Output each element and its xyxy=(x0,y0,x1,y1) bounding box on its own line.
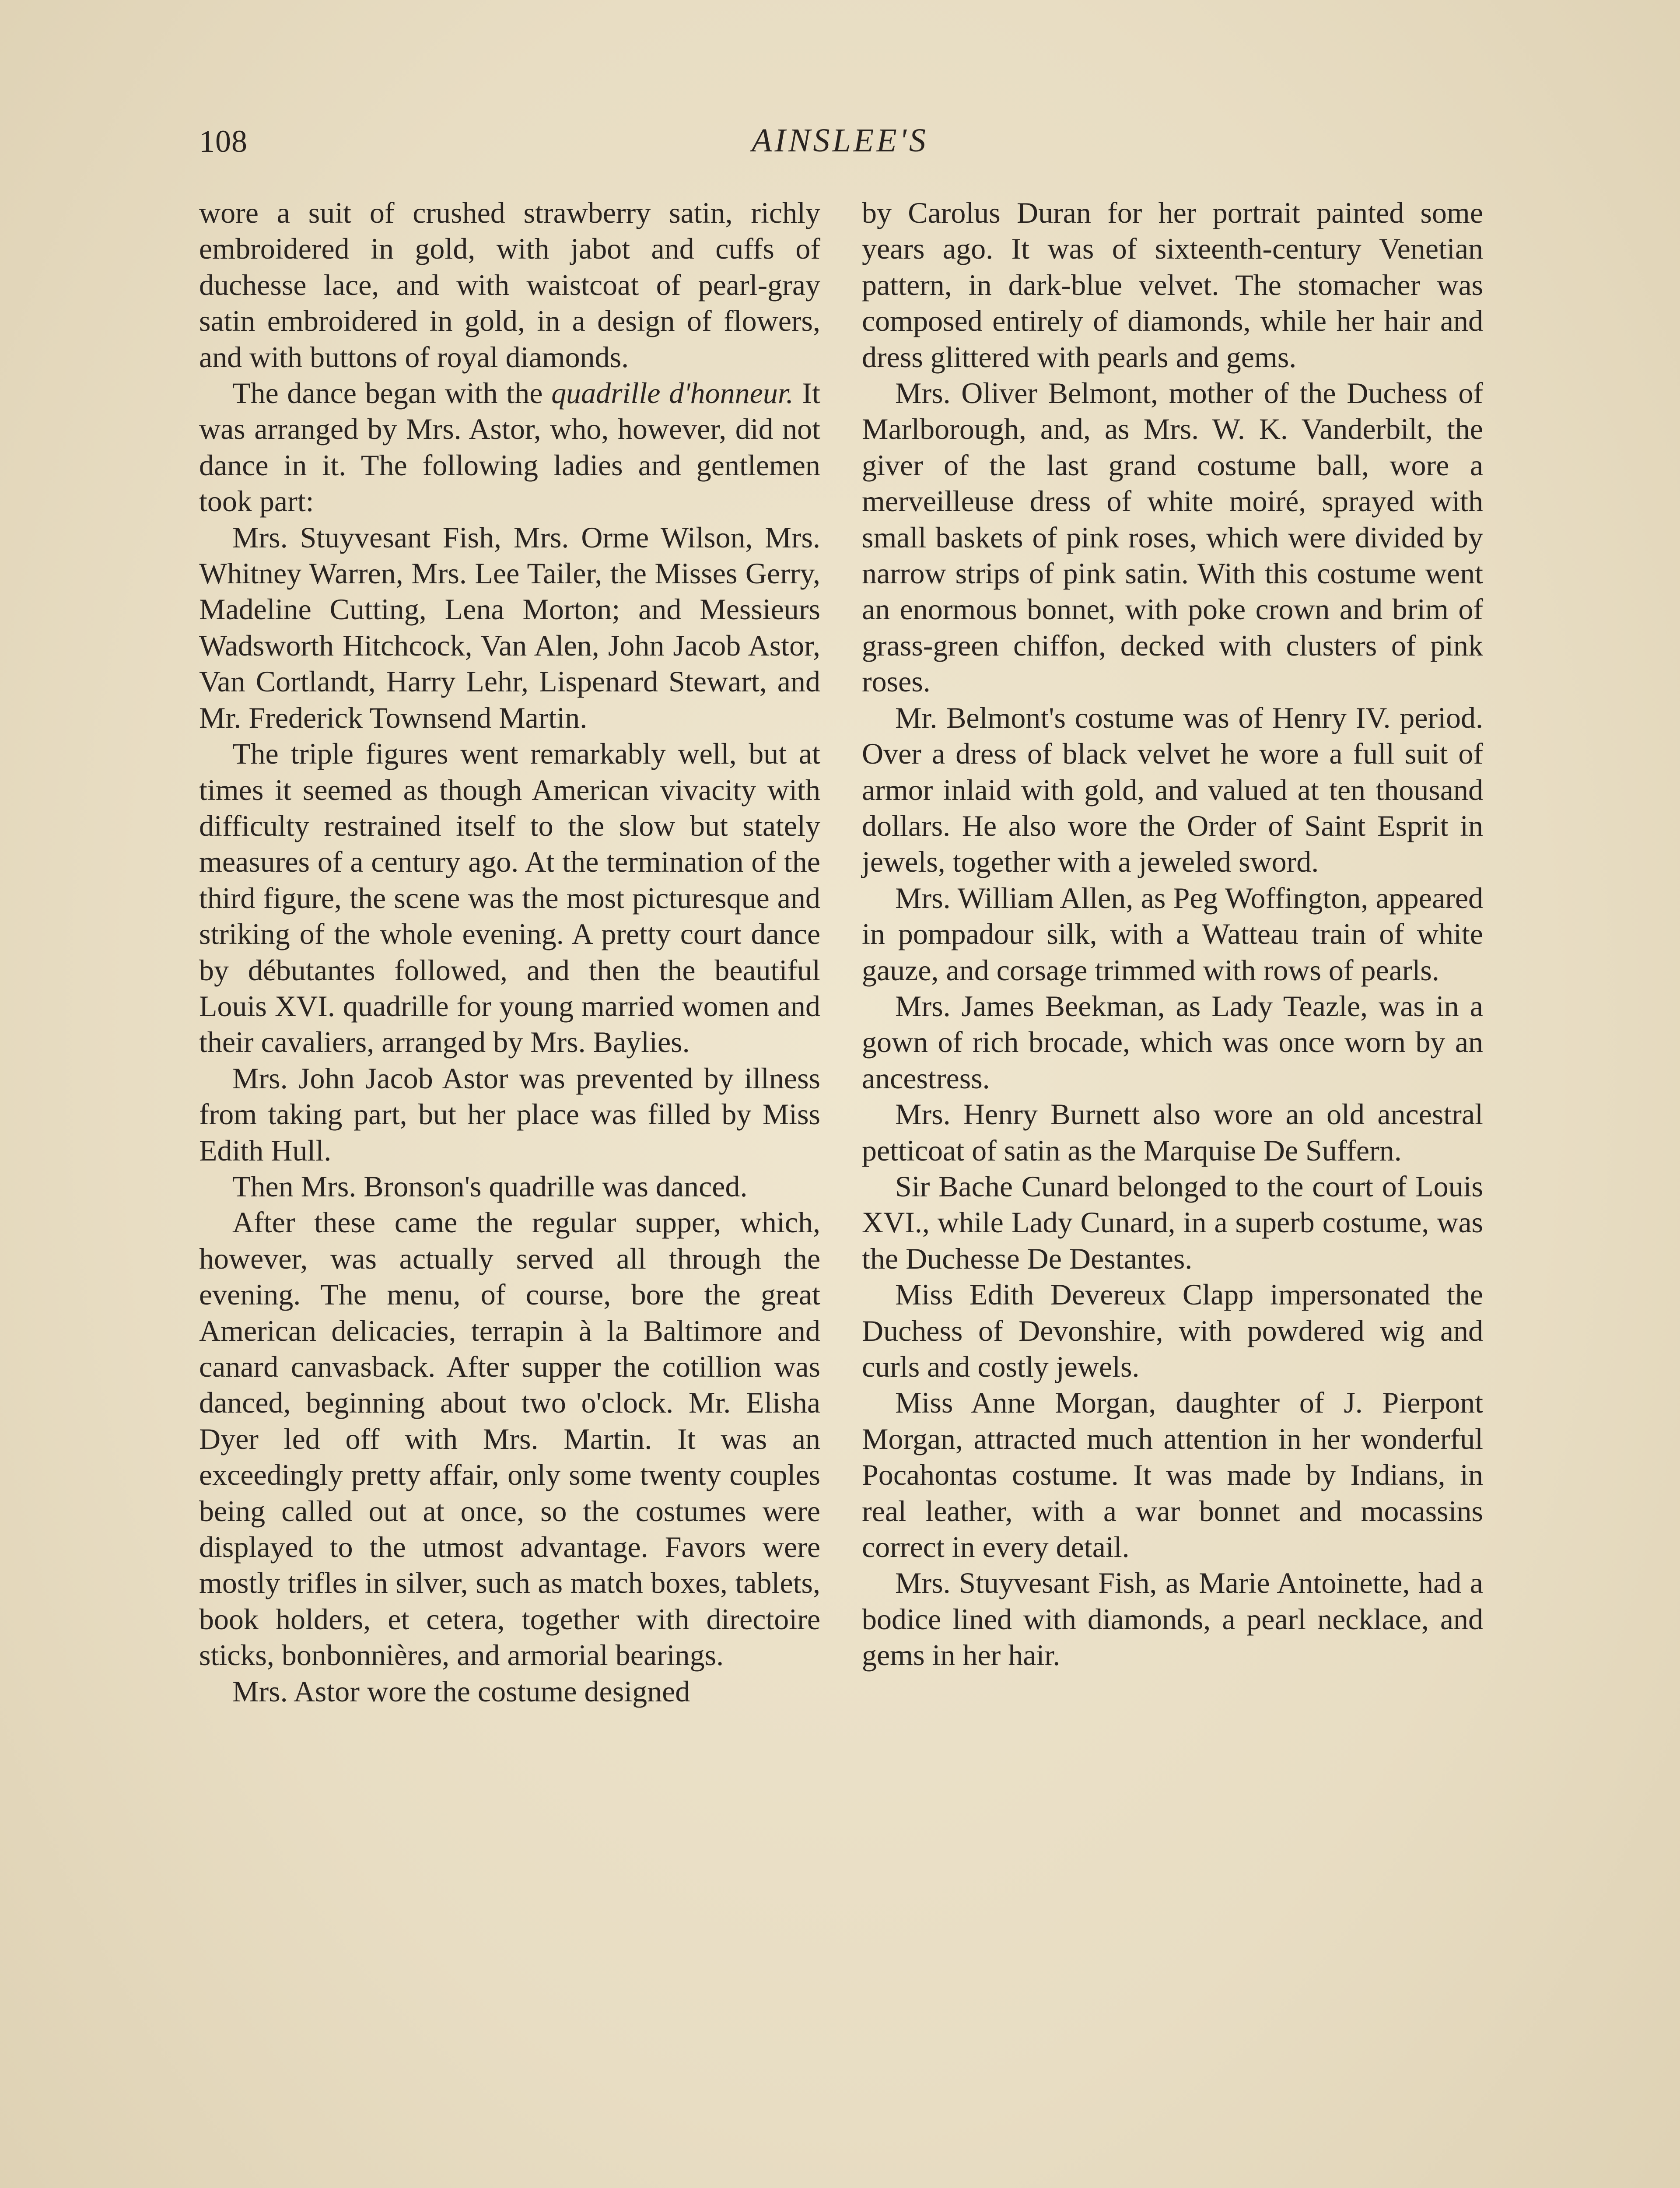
paragraph: Mrs. Henry Burnett also wore an old ancestral petticoat of satin as the Marquise De Suffern. xyxy=(862,1098,1483,1167)
paragraph: Sir Bache Cunard belonged to the court of Louis XVI., while Lady Cunard, in a superb costume, was the Duchesse De Destantes. xyxy=(862,1169,1483,1275)
paragraph: by Carolus Duran for her portrait painted some years ago. It was of sixteenth-century Venetian pattern, in dark-blue velvet. The stomacher was composed entirely of diamonds, while her hair and dress glittered with pearls and gems. xyxy=(862,196,1483,374)
paragraph: Mrs. Stuyvesant Fish, as Marie Antoinette, had a bodice lined with diamonds, a pearl necklace, and gems in her hair. xyxy=(862,1566,1483,1672)
paragraph: After these came the regular supper, which, however, was actually served all through the evening. The menu, of course, bore the great American delicacies, terrapin à la Baltimore and canard canvasback. After supper the cotillion was danced, beginning about two o'clock. Mr. Elisha Dyer led off with Mrs. Martin. It was an exceedingly pretty affair, only some twenty couples being called out at once, so the costumes were displayed to the utmost advantage. Favors were mostly trifles in silver, such as match boxes, tablets, book holders, et cetera, together with directoire sticks, bonbonnières, and armorial bearings. xyxy=(199,1206,820,1672)
paragraph: wore a suit of crushed strawberry satin, richly embroidered in gold, with jabot and cuffs of duchesse lace, and with waistcoat of pearl-gray satin embroidered in gold, in a design of flowers, and with buttons of royal diamonds. xyxy=(199,196,820,374)
paragraph: Mrs. Stuyvesant Fish, Mrs. Orme Wilson, Mrs. Whitney Warren, Mrs. Lee Tailer, the Misses Gerry, Madeline Cutting, Lena Morton; and Messieurs Wadsworth Hitchcock, Van Alen, John Jacob Astor, Van Cortlandt, Harry Lehr, Lispenard Stewart, and Mr. Frederick Townsend Martin. xyxy=(199,520,820,734)
paragraph: Then Mrs. Bronson's quadrille was danced. xyxy=(232,1169,748,1203)
text-span: It was arranged by Mrs. Astor, who, however, did not dance in it. The following ladies and gentlemen took part: xyxy=(199,376,820,518)
paragraph: Mr. Belmont's costume was of Henry IV. period. Over a dress of black velvet he wore a full suit of armor inlaid with gold, and valued at ten thousand dollars. He also wore the Order of Saint Esprit in jewels, together with a jeweled sword. xyxy=(862,701,1483,879)
right-column xyxy=(862,195,1483,1673)
text-span: The dance began with the xyxy=(232,376,552,410)
page-number: 108 xyxy=(199,124,248,159)
paragraph: Mrs. Oliver Belmont, mother of the Duchess of Marlborough, and, as Mrs. W. K. Vanderbilt, the giver of the last grand costume ball, wore a merveilleuse dress of white moiré, sprayed with small baskets of pink roses, which were divided by narrow strips of pink satin. With this costume went an enormous bonnet, with poke crown and brim of grass-green chiffon, decked with clusters of pink roses. xyxy=(862,376,1483,698)
paragraph: Miss Edith Devereux Clapp impersonated the Duchess of Devonshire, with powdered wig and curls and costly jewels. xyxy=(862,1278,1483,1383)
paragraph xyxy=(199,375,820,519)
left-column xyxy=(199,195,820,1709)
paragraph: Mrs. James Beekman, as Lady Teazle, was in a gown of rich brocade, which was once worn by an ancestress. xyxy=(862,989,1483,1095)
paragraph: The triple figures went remarkably well, but at times it seemed as though American vivacity with difficulty restrained itself to the slow but stately measures of a century ago. At the termination of the third figure, the scene was the most picturesque and striking of the whole evening. A pretty court dance by débutantes followed, and then the beautiful Louis XVI. quadrille for young married women and their cavaliers, arranged by Mrs. Baylies. xyxy=(199,737,820,1059)
italic-term: quadrille d'honneur. xyxy=(551,376,794,410)
paragraph: Mrs. John Jacob Astor was prevented by illness from taking part, but her place was filled by Miss Edith Hull. xyxy=(199,1061,820,1167)
running-head: AINSLEE'S xyxy=(752,122,928,159)
paragraph: Mrs. Astor wore the costume designed xyxy=(232,1674,690,1708)
paragraph: Mrs. William Allen, as Peg Woffington, appeared in pompadour silk, with a Watteau train of white gauze, and corsage trimmed with rows of pearls. xyxy=(862,881,1483,987)
paragraph: Miss Anne Morgan, daughter of J. Pierpont Morgan, attracted much attention in her wonderful Pocahontas costume. It was made by Indians, in real leather, with a war bonnet and mocassins correct in every detail. xyxy=(862,1386,1483,1564)
